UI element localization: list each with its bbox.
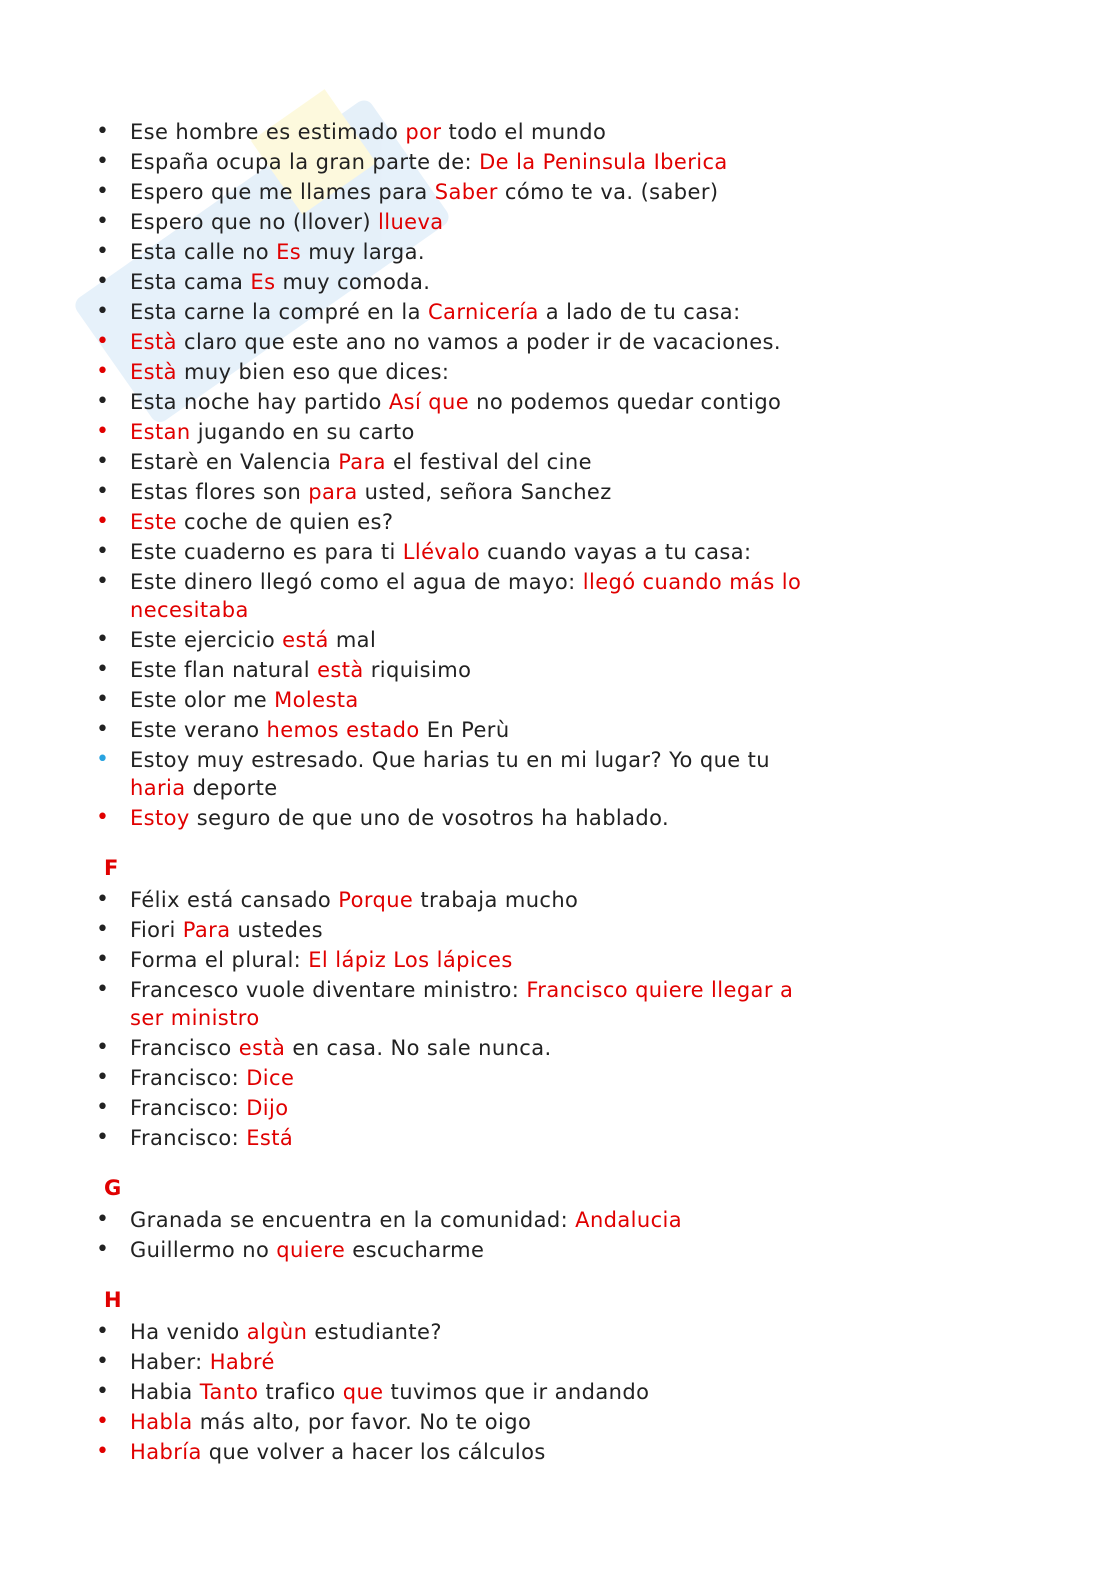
item-text: ustedes (230, 918, 323, 942)
item-text: seguro de que uno de vosotros ha hablado. (189, 806, 670, 830)
list-item (96, 656, 816, 684)
item-text: en casa. No sale nunca. (285, 1036, 552, 1060)
section (96, 1176, 816, 1264)
list-item (96, 418, 816, 446)
item-text: cuando vayas a tu casa: (480, 540, 752, 564)
item-text: más alto, por favor. No te oigo (192, 1410, 532, 1434)
item-text: que volver a hacer los cálculos (201, 1440, 546, 1464)
item-text: Espero que no (llover) (130, 210, 378, 234)
section (96, 856, 816, 1152)
item-text: Francisco: (130, 1126, 247, 1150)
item-text: muy bien eso que dices: (176, 360, 450, 384)
item-text: Este ejercicio (130, 628, 283, 652)
bullet-icon: • (96, 1035, 110, 1060)
item-text: Francisco: (130, 1096, 247, 1120)
answer-text: Habla (130, 1410, 193, 1434)
item-text: Francisco: (130, 1066, 247, 1090)
answer-text: Estoy (130, 806, 190, 830)
item-text: Esta noche hay partido (130, 390, 389, 414)
bullet-icon: • (96, 239, 110, 264)
item-text: Este dinero llegó como el agua de mayo: (130, 570, 583, 594)
section-letter: G (104, 1176, 122, 1200)
answer-text: Llévalo (402, 540, 481, 564)
bullet-icon: • (96, 209, 110, 234)
bullet-icon: • (96, 179, 110, 204)
bullet-icon: • (96, 449, 110, 474)
answer-text: Porque (338, 888, 414, 912)
item-text: trabaja mucho (413, 888, 579, 912)
list-item (96, 946, 816, 974)
item-text: a lado de tu casa: (538, 300, 741, 324)
list-item (96, 1124, 816, 1152)
item-text: claro que este ano no vamos a poder ir de vacaciones. (176, 330, 781, 354)
answer-text: Carnicería (427, 300, 539, 324)
bullet-icon: • (96, 359, 110, 384)
bullet-icon: • (96, 1125, 110, 1150)
answer-text: Es (276, 240, 302, 264)
answer-text: Así que (388, 390, 470, 414)
answer-text: Estan (130, 420, 191, 444)
item-text: Estas flores son (130, 480, 309, 504)
bullet-icon: • (96, 419, 110, 444)
bullet-icon: • (96, 747, 110, 772)
answer-text: hemos estado (266, 718, 420, 742)
bullet-icon: • (96, 1319, 110, 1344)
document-body (96, 118, 816, 1468)
bullet-icon: • (96, 269, 110, 294)
list-item (96, 268, 816, 296)
answer-text: Para (338, 450, 386, 474)
item-text: Francesco vuole diventare ministro: (130, 978, 527, 1002)
answer-text: Habré (209, 1350, 275, 1374)
list-item (96, 1094, 816, 1122)
list-item (96, 238, 816, 266)
bullet-icon: • (96, 539, 110, 564)
item-text: Estoy muy estresado. Que harias tu en mi lugar? Yo que tu (130, 748, 771, 772)
list-item (96, 1206, 816, 1234)
list-item (96, 1408, 816, 1436)
item-text: mal (328, 628, 377, 652)
answer-text: Molesta (274, 688, 359, 712)
bullet-icon: • (96, 1095, 110, 1120)
item-text: Este flan natural (130, 658, 318, 682)
bullet-icon: • (96, 389, 110, 414)
item-text: riquisimo (363, 658, 472, 682)
item-text: Guillermo no (130, 1238, 277, 1262)
list-item (96, 886, 816, 914)
list-item (96, 1438, 816, 1466)
item-text: Ese hombre es estimado (130, 120, 406, 144)
bullet-icon: • (96, 569, 110, 594)
list-item (96, 448, 816, 476)
bullet-icon: • (96, 687, 110, 712)
answer-text: Es (250, 270, 276, 294)
section-letter: F (104, 856, 119, 880)
bullet-icon: • (96, 1409, 110, 1434)
bullet-icon: • (96, 299, 110, 324)
item-text: En Perù (419, 718, 510, 742)
section (96, 118, 816, 832)
item-text: el festival del cine (385, 450, 592, 474)
item-text: muy larga. (301, 240, 425, 264)
bullet-icon: • (96, 1237, 110, 1262)
answer-text: Saber (434, 180, 498, 204)
item-text: Este olor me (130, 688, 275, 712)
list-item (96, 538, 816, 566)
bullet-icon: • (96, 977, 110, 1002)
answer-text: Dice (246, 1066, 295, 1090)
item-text: coche de quien es? (176, 510, 394, 534)
bullet-icon: • (96, 805, 110, 830)
answer-text: Dijo (246, 1096, 289, 1120)
item-text: España ocupa la gran parte de: (130, 150, 480, 174)
list-item (96, 1034, 816, 1062)
list-item (96, 686, 816, 714)
answer-text: llueva (377, 210, 444, 234)
list-item (96, 976, 816, 1032)
list-item (96, 916, 816, 944)
answer-text: haria (130, 776, 186, 800)
list-item (96, 178, 816, 206)
item-text: deporte (185, 776, 278, 800)
answer-text: Este (130, 510, 177, 534)
list-item (96, 478, 816, 506)
answer-text: quiere (276, 1238, 346, 1262)
item-text: jugando en su carto (190, 420, 415, 444)
list-item (96, 388, 816, 416)
item-text: Ha venido (130, 1320, 247, 1344)
item-text: Francisco (130, 1036, 239, 1060)
item-text: Este cuaderno es para ti (130, 540, 403, 564)
item-text: muy comoda. (275, 270, 431, 294)
bullet-icon: • (96, 509, 110, 534)
answer-text: Está (246, 1126, 294, 1150)
list-item (96, 568, 816, 624)
answer-text: llegó cuando más lo necesitaba (130, 570, 802, 622)
item-text: Esta cama (130, 270, 251, 294)
item-text: trafico (258, 1380, 343, 1404)
item-text: cómo te va. (saber) (497, 180, 719, 204)
bullet-icon: • (96, 1379, 110, 1404)
item-text: Estarè en Valencia (130, 450, 339, 474)
item-text: Esta calle no (130, 240, 277, 264)
bullet-icon: • (96, 917, 110, 942)
list-item (96, 148, 816, 176)
item-text: todo el mundo (441, 120, 607, 144)
list-item (96, 1378, 816, 1406)
list-item (96, 1318, 816, 1346)
bullet-icon: • (96, 329, 110, 354)
answer-text: que (342, 1380, 384, 1404)
bullet-icon: • (96, 1207, 110, 1232)
item-text: Félix está cansado (130, 888, 339, 912)
bullet-icon: • (96, 1349, 110, 1374)
list-item (96, 746, 816, 802)
item-text: Espero que me llames para (130, 180, 435, 204)
answer-text: está (282, 628, 329, 652)
bullet-icon: • (96, 119, 110, 144)
item-text: estudiante? (307, 1320, 442, 1344)
answer-text: està (317, 658, 364, 682)
list-item (96, 1064, 816, 1092)
answer-text: por (405, 120, 442, 144)
bullet-icon: • (96, 479, 110, 504)
list-item (96, 508, 816, 536)
item-text: Habia (130, 1380, 200, 1404)
list-item (96, 118, 816, 146)
bullet-icon: • (96, 627, 110, 652)
item-text: tuvimos que ir andando (383, 1380, 650, 1404)
answer-text: està (238, 1036, 286, 1060)
answer-text: El lápiz Los lápices (308, 948, 513, 972)
bullet-icon: • (96, 947, 110, 972)
answer-text: De la Peninsula Iberica (479, 150, 728, 174)
list-item (96, 804, 816, 832)
item-text: no podemos quedar contigo (469, 390, 782, 414)
list-item (96, 716, 816, 744)
bullet-icon: • (96, 717, 110, 742)
section (96, 1288, 816, 1466)
item-text: Haber: (130, 1350, 210, 1374)
list-item (96, 328, 816, 356)
bullet-icon: • (96, 657, 110, 682)
answer-text: Andalucia (575, 1208, 683, 1232)
answer-text: Para (182, 918, 231, 942)
item-text: Forma el plural: (130, 948, 309, 972)
list-item (96, 358, 816, 386)
item-text: Este verano (130, 718, 267, 742)
list-item (96, 208, 816, 236)
bullet-icon: • (96, 887, 110, 912)
bullet-icon: • (96, 149, 110, 174)
item-text: escucharme (345, 1238, 485, 1262)
answer-text: para (308, 480, 358, 504)
list-item (96, 1236, 816, 1264)
list-item (96, 1348, 816, 1376)
bullet-icon: • (96, 1065, 110, 1090)
answer-text: Està (130, 330, 177, 354)
list-item (96, 298, 816, 326)
bullet-icon: • (96, 1439, 110, 1464)
answer-text: Habría (130, 1440, 202, 1464)
list-item (96, 626, 816, 654)
item-text: Esta carne la compré en la (130, 300, 428, 324)
item-text: Fiori (130, 918, 183, 942)
answer-text: Francisco quiere llegar a ser ministro (130, 978, 794, 1030)
answer-text: Està (130, 360, 177, 384)
item-text: Granada se encuentra en la comunidad: (130, 1208, 576, 1232)
item-text: usted, señora Sanchez (357, 480, 612, 504)
section-letter: H (104, 1288, 122, 1312)
answer-text: algùn (246, 1320, 308, 1344)
answer-text: Tanto (199, 1380, 259, 1404)
